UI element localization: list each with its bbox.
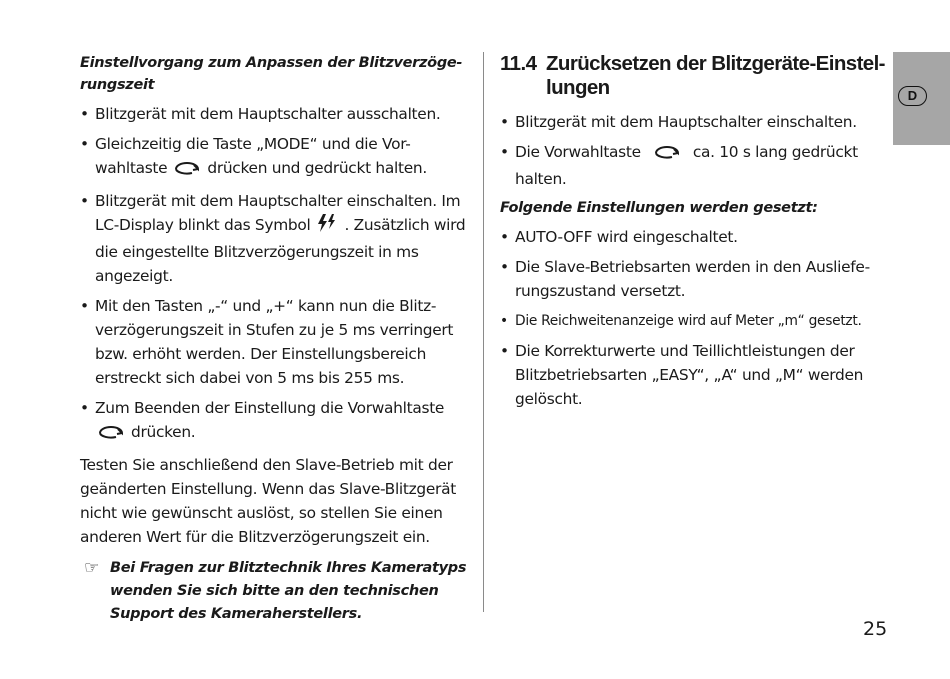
right-bullet-list xyxy=(500,110,885,191)
section-number: 11.4 xyxy=(500,52,537,75)
right-subheading: Folgende Einstellungen werden gesetzt: xyxy=(500,200,818,216)
list-item: • Gleichzeitig die Taste „MODE“ und die Vor-wahltaste drücken und gedrückt halten. xyxy=(80,132,472,183)
list-item: • Die Slave-Betriebsarten werden in den Ausliefe-rungszustand versetzt. xyxy=(500,255,885,303)
mode-select-key-icon xyxy=(173,159,201,183)
list-item: • AUTO-OFF wird eingeschaltet. xyxy=(500,225,885,249)
left-bullet-list xyxy=(80,102,472,447)
mode-select-key-icon xyxy=(653,143,681,167)
right-column xyxy=(500,52,885,417)
list-item: • Mit den Tasten „-“ und „+“ kann nun die Blitz-verzögerungszeit in Stufen zu je 5 ms verringert bzw. erhöht werden. Der Einstellungsbereich erstreckt sich dabei von 5 ms bis 255 ms. xyxy=(80,294,472,390)
left-column xyxy=(80,52,472,626)
slave-flash-delay-icon xyxy=(316,213,338,240)
list-item: • Zum Beenden der Einstellung die Vorwahltaste drücken. xyxy=(80,396,472,447)
column-divider xyxy=(483,52,484,612)
language-tab-label: D xyxy=(898,86,927,106)
note-text: Bei Fragen zur Blitztechnik Ihres Kameratyps wenden Sie sich bitte an den technischen Support des Kameraherstellers. xyxy=(110,560,467,622)
list-item: • Die Reichweitenanzeige wird auf Meter „m“ gesetzt. xyxy=(500,309,885,333)
page-number: 25 xyxy=(863,618,888,640)
note xyxy=(80,557,472,626)
mode-select-key-icon xyxy=(97,423,125,447)
left-paragraph: Testen Sie anschließend den Slave-Betrieb mit der geänderten Einstellung. Wenn das Slave-Blitzgerät nicht wie gewünscht auslöst, so stellen Sie einen anderen Wert für die Blitzverzögerungszeit ein. xyxy=(80,456,456,546)
section-title xyxy=(500,52,885,100)
settings-list xyxy=(500,225,885,411)
list-item: • Blitzgerät mit dem Hauptschalter einschalten. Im LC-Display blinkt das Symbol . Zusätzlich wird die eingestellte Blitzverzögerungszeit in ms angezeigt. xyxy=(80,189,472,288)
pointing-hand-icon: ☞ xyxy=(84,558,99,578)
left-subheading: Einstellvorgang zum Anpassen der Blitzverzöge-rungszeit xyxy=(80,55,463,93)
list-item: • Die Korrekturwerte und Teillichtleistungen der Blitzbetriebsarten „EASY“, „A“ und „M“ werden gelöscht. xyxy=(500,339,885,411)
language-tab xyxy=(893,52,950,145)
list-item: • Blitzgerät mit dem Hauptschalter einschalten. xyxy=(500,110,885,134)
list-item: • Die Vorwahltaste ca. 10 s lang gedrückt halten. xyxy=(500,140,885,191)
section-title-text: Zurücksetzen der Blitzgeräte-Einstel-lungen xyxy=(546,52,885,99)
list-item: • Blitzgerät mit dem Hauptschalter ausschalten. xyxy=(80,102,472,126)
